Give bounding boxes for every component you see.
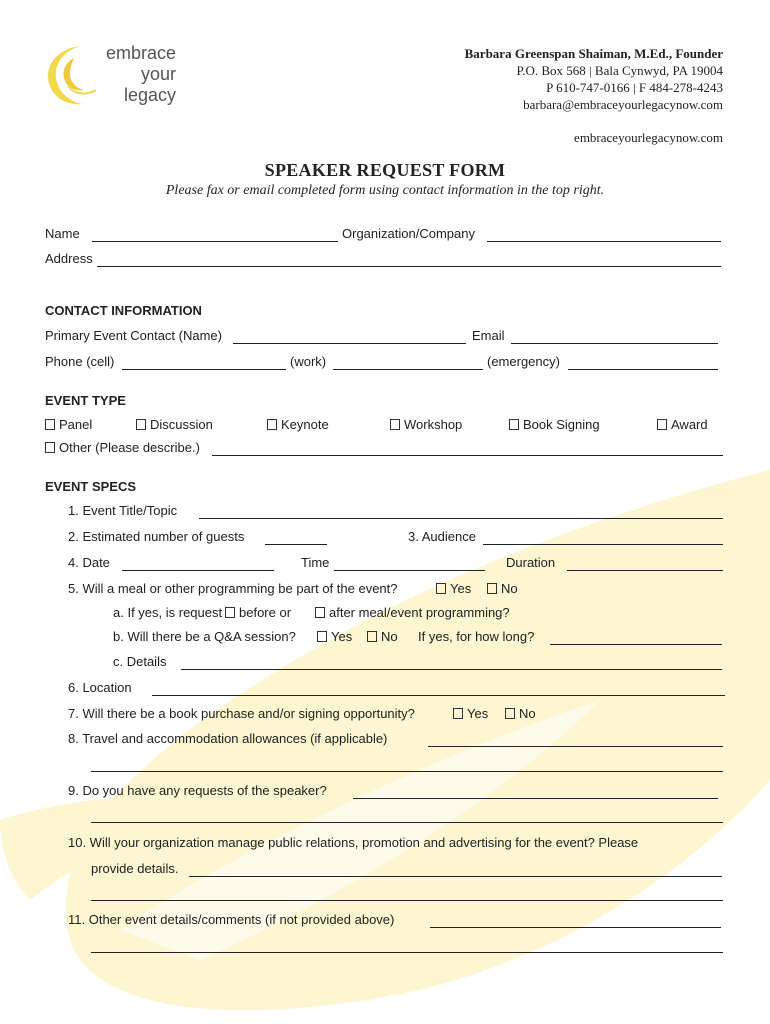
mailing-address: P.O. Box 568 | Bala Cynwyd, PA 19004 (516, 63, 723, 78)
q8-row (68, 731, 725, 751)
audience-field[interactable] (483, 544, 723, 545)
primary-contact-row (45, 328, 725, 348)
email-label: Email (472, 328, 505, 343)
location-field[interactable] (152, 695, 725, 696)
q5b-row (113, 629, 725, 649)
duration-field[interactable] (567, 570, 723, 571)
q3-label: 3. Audience (408, 529, 476, 544)
q5c-label: c. Details (113, 654, 167, 669)
contact-email: barbara@embraceyourlegacynow.com (523, 97, 723, 112)
q10b-label: provide details. (91, 861, 179, 876)
speaker-requests-line-2[interactable] (91, 822, 723, 823)
event-type-award[interactable]: Award (657, 417, 708, 432)
form-subtitle: Please fax or email completed form using contact information in the top right. (165, 183, 605, 198)
address-field[interactable] (97, 266, 721, 267)
panel-checkbox[interactable] (45, 419, 55, 430)
q6-row (68, 680, 725, 700)
q5c-row (113, 654, 725, 674)
q5b-how-long-label: If yes, for how long? (418, 629, 535, 644)
q1-label: 1. Event Title/Topic (68, 503, 178, 518)
other-describe-field[interactable] (212, 455, 723, 456)
q5b-no-checkbox[interactable] (367, 631, 377, 642)
logo-text (96, 43, 176, 106)
time-field[interactable] (334, 570, 485, 571)
other-details-field[interactable] (430, 927, 721, 928)
logo-line-2: your (140, 64, 176, 84)
q7-no[interactable]: No (505, 706, 536, 721)
q5-yes[interactable]: Yes (436, 581, 471, 596)
contact-info-heading: CONTACT INFORMATION (45, 303, 202, 318)
logo-line-3: legacy (123, 85, 176, 105)
after-checkbox[interactable] (315, 607, 325, 618)
event-type-discussion[interactable]: Discussion (136, 417, 213, 432)
pr-details-field[interactable] (189, 876, 722, 877)
name-field[interactable] (92, 241, 338, 242)
q11-label: 11. Other event details/comments (if not provided above) (68, 912, 395, 927)
q5-label: 5. Will a meal or other programming be part of the event? (68, 581, 398, 596)
address-row (45, 251, 725, 271)
q8-label: 8. Travel and accommodation allowances (if applicable) (68, 731, 388, 746)
q10-row (68, 835, 725, 855)
q5a-before[interactable]: before or (225, 605, 291, 620)
travel-field-line-2[interactable] (91, 771, 723, 772)
time-label: Time (301, 555, 330, 570)
emergency-label: (emergency) (487, 354, 560, 369)
guests-field[interactable] (265, 544, 327, 545)
event-type-workshop[interactable]: Workshop (390, 417, 462, 432)
q7-row (68, 706, 725, 726)
event-type-other-row (45, 440, 725, 460)
discussion-checkbox[interactable] (136, 419, 146, 430)
q5a-label: a. If yes, is request (113, 605, 223, 620)
other-checkbox[interactable] (45, 442, 55, 453)
form-title: SPEAKER REQUEST FORM (264, 160, 506, 180)
q9-row (68, 783, 725, 803)
travel-field[interactable] (428, 746, 723, 747)
q5-yes-checkbox[interactable] (436, 583, 446, 594)
event-type-other[interactable]: Other (Please describe.) (45, 440, 200, 455)
event-type-keynote[interactable]: Keynote (267, 417, 329, 432)
event-type-row (45, 417, 725, 437)
name-org-row (45, 226, 725, 246)
q6-label: 6. Location (68, 680, 132, 695)
q5a-row (113, 605, 725, 625)
q10b-row (91, 861, 725, 881)
q7-yes[interactable]: Yes (453, 706, 488, 721)
speaker-requests-field[interactable] (353, 798, 718, 799)
award-checkbox[interactable] (657, 419, 667, 430)
duration-label: Duration (506, 555, 556, 570)
q11-row (68, 912, 725, 932)
phone-row (45, 354, 725, 374)
event-type-book-signing[interactable]: Book Signing (509, 417, 600, 432)
phone-work-field[interactable] (333, 369, 483, 370)
event-type-panel[interactable]: Panel (45, 417, 92, 432)
q7-label: 7. Will there be a book purchase and/or signing opportunity? (68, 706, 415, 721)
primary-contact-field[interactable] (233, 343, 466, 344)
q7-no-checkbox[interactable] (505, 708, 515, 719)
pr-details-line-2[interactable] (91, 900, 723, 901)
phone-cell-label: Phone (cell) (45, 354, 115, 369)
q5b-yes[interactable]: Yes (317, 629, 352, 644)
date-field[interactable] (122, 570, 274, 571)
work-label: (work) (290, 354, 327, 369)
q2-label: 2. Estimated number of guests (68, 529, 245, 544)
address-label: Address (45, 251, 93, 266)
q2-q3-row (68, 529, 725, 549)
q5b-yes-checkbox[interactable] (317, 631, 327, 642)
q5b-label: b. Will there be a Q&A session? (113, 629, 296, 644)
event-specs-heading: EVENT SPECS (45, 479, 137, 494)
q5b-no[interactable]: No (367, 629, 398, 644)
phone-cell-field[interactable] (122, 369, 286, 370)
keynote-checkbox[interactable] (267, 419, 277, 430)
phone-emergency-field[interactable] (568, 369, 718, 370)
q7-yes-checkbox[interactable] (453, 708, 463, 719)
event-type-heading: EVENT TYPE (45, 393, 126, 408)
details-field[interactable] (181, 669, 722, 670)
book-signing-checkbox[interactable] (509, 419, 519, 430)
q4-label: 4. Date (68, 555, 110, 570)
logo-line-1: embrace (105, 43, 176, 63)
q5a-after[interactable]: after meal/event programming? (315, 605, 510, 620)
before-checkbox[interactable] (225, 607, 235, 618)
founder-name: Barbara Greenspan Shaiman, M.Ed., Founder (464, 46, 723, 61)
primary-contact-label: Primary Event Contact (Name) (45, 328, 222, 343)
event-title-field[interactable] (199, 518, 723, 519)
phone-fax: P 610-747-0166 | F 484-278-4243 (546, 80, 723, 95)
q4-row (68, 555, 725, 575)
qa-length-field[interactable] (550, 644, 722, 645)
q9-label: 9. Do you have any requests of the speaker? (68, 783, 327, 798)
website-link[interactable]: embraceyourlegacynow.com (574, 130, 723, 145)
other-details-line-2[interactable] (91, 952, 723, 953)
q10-label: 10. Will your organization manage public relations, promotion and advertising for the event? Please (68, 835, 639, 850)
q5-no-checkbox[interactable] (487, 583, 497, 594)
q5-no[interactable]: No (487, 581, 518, 596)
email-field[interactable] (511, 343, 718, 344)
workshop-checkbox[interactable] (390, 419, 400, 430)
q5-row (68, 581, 725, 601)
contact-block (465, 45, 723, 113)
name-label: Name (45, 226, 80, 241)
q1-row (68, 503, 725, 523)
org-label: Organization/Company (342, 226, 475, 241)
org-field[interactable] (487, 241, 721, 242)
